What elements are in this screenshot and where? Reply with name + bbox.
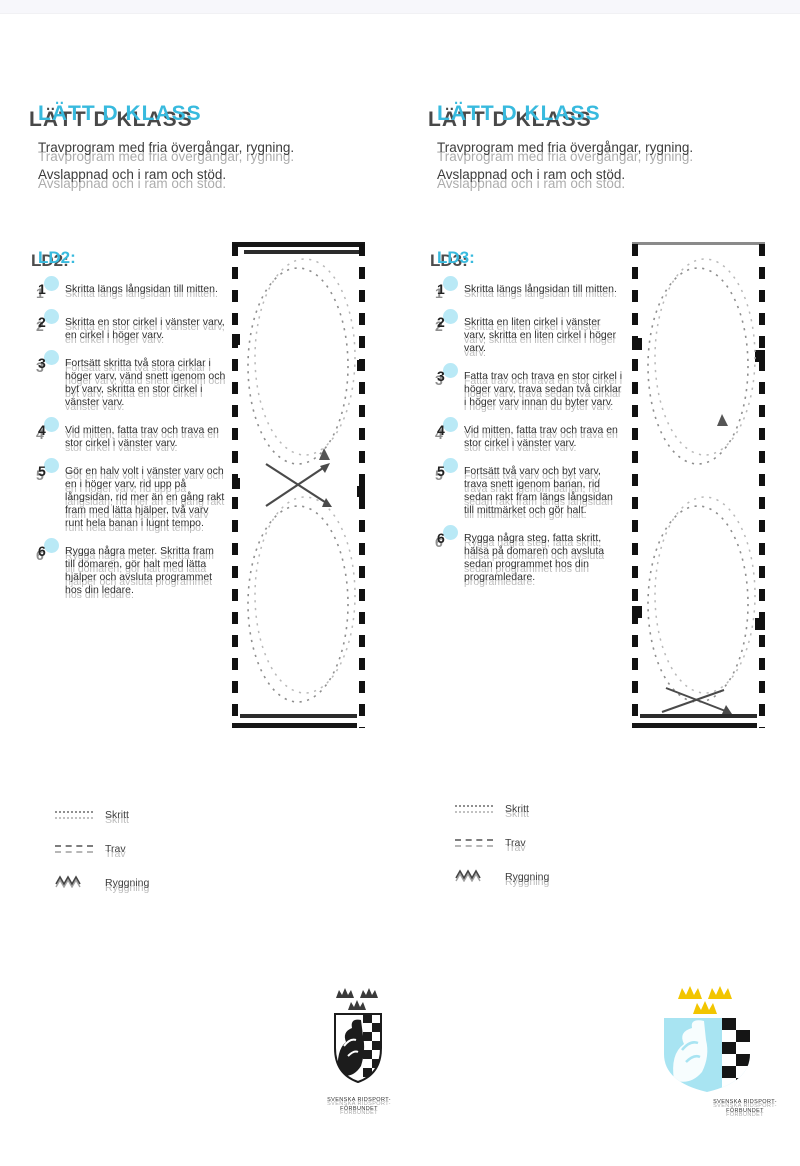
item-number: 3 (38, 355, 46, 371)
list-item (38, 545, 226, 597)
arena-marker (232, 478, 240, 489)
item-number: 1 (437, 281, 445, 297)
number-circle (44, 538, 59, 553)
legend-label: Skritt (505, 803, 529, 815)
item-number-badge (38, 357, 56, 375)
ridsportforbundet-logo-color (660, 984, 760, 1096)
legend-row-walk (55, 806, 149, 824)
item-number-badge (38, 545, 56, 563)
legend-label: Trav (105, 843, 126, 855)
subtitle-line: Travprogram med fria övergångar, rygning. (38, 140, 295, 155)
legend (55, 806, 149, 908)
item-text: Vid mitten, fatta trav och trava en stor cirkel i vänster varv. (464, 424, 618, 449)
item-number: 6 (38, 543, 46, 559)
subtitle-line: Travprogram med fria övergångar, rygning. (437, 140, 694, 155)
arena-marker (632, 606, 642, 618)
number-circle (44, 458, 59, 473)
item-text: Fatta trav och trava en stor cirkel i höger varv, trava sedan två cirklar i höger varv innan du byter varv. (464, 370, 623, 408)
item-number: 5 (38, 463, 46, 479)
item-text: Skritta längs långsidan till mitten. (464, 283, 617, 295)
number-circle (44, 309, 59, 324)
item-text: Rygga några steg, fatta skritt, hälsa på domaren och avsluta sedan programmet hos din programledare. (464, 532, 605, 583)
item-number-badge (437, 316, 455, 334)
item-number: 6 (437, 530, 445, 546)
item-number: 4 (38, 422, 46, 438)
ridsportforbundet-logo-monochrome (328, 986, 388, 1094)
page-subtitle (437, 134, 757, 188)
list-item (437, 424, 625, 450)
item-number: 4 (437, 422, 445, 438)
number-circle (443, 363, 458, 378)
legend-label: Trav (505, 837, 526, 849)
list-item (38, 465, 226, 530)
logo-caption-line: SVENSKA RIDSPORT- (713, 1099, 777, 1105)
number-circle (443, 276, 458, 291)
item-number-badge (38, 316, 56, 334)
program-id: LD2: (38, 248, 76, 267)
item-number-badge (38, 283, 56, 301)
item-text: Skritta en liten cirkel i vänster varv, skritta en liten cirkel i höger varv. (464, 316, 617, 354)
list-item (437, 316, 625, 355)
list-item (437, 465, 625, 517)
list-item (38, 357, 226, 409)
direction-cross-arrows (266, 448, 332, 507)
item-text: Gör en halv volt i vänster varv och en i höger varv, rid upp på långsidan, rid mer än en gång rakt fram med lätta hjälper, två varv runt hela banan i lugnt tempo. (65, 465, 225, 529)
arena-marker (755, 618, 765, 630)
instruction-list (38, 283, 226, 612)
program-id: LD3: (437, 248, 475, 267)
arena-marker (232, 334, 240, 345)
list-item (38, 283, 226, 301)
arena-marker (357, 360, 365, 371)
number-circle (44, 350, 59, 365)
legend (455, 800, 549, 902)
logo-caption-line: SVENSKA RIDSPORT- (327, 1097, 391, 1103)
dotted-line-icon (55, 811, 93, 819)
legend-row-reinback (55, 874, 149, 892)
arena-diagram-figure-eight (632, 242, 765, 728)
legend-row-trot (455, 834, 549, 852)
legend-label: Ryggning (505, 871, 550, 883)
logo-caption (300, 1096, 418, 1114)
logo-caption (682, 1098, 800, 1116)
item-text: Skritta längs långsidan till mitten. (65, 283, 218, 295)
list-item (38, 316, 226, 342)
item-number: 2 (437, 314, 445, 330)
list-item (437, 532, 625, 584)
list-item (437, 370, 625, 409)
item-text: Fortsätt skritta två stora cirklar i höger varv, vänd snett igenom och byt varv, skritta en stor cirkel i vänster varv. (65, 357, 226, 408)
item-text: Vid mitten, fatta trav och trava en stor cirkel i vänster varv. (65, 424, 219, 449)
item-number-badge (437, 465, 455, 483)
legend-label: Skritt (105, 809, 129, 821)
dashed-line-icon (455, 839, 493, 847)
list-item (437, 283, 625, 301)
item-number-badge (437, 532, 455, 550)
number-circle (44, 276, 59, 291)
direction-cross-arrows (662, 414, 732, 714)
logo-caption-line: FÖRBUNDET (726, 1108, 764, 1114)
legend-row-walk (455, 800, 549, 818)
legend-row-trot (55, 840, 149, 858)
page-subtitle (38, 134, 358, 188)
legend-label: Ryggning (105, 877, 150, 889)
item-number: 5 (437, 463, 445, 479)
number-circle (44, 417, 59, 432)
item-number-badge (38, 424, 56, 442)
item-number-badge (437, 424, 455, 442)
item-text: Rygga några meter. Skritta fram till domaren, gör halt med lätta hjälper och avsluta programmet hos din ledare. (65, 545, 214, 596)
item-number: 3 (437, 368, 445, 384)
window-top-strip (0, 0, 800, 14)
arena-diagram-figure-eight (232, 242, 365, 728)
item-number-badge (437, 283, 455, 301)
number-circle (443, 309, 458, 324)
instruction-list (437, 283, 625, 599)
item-number: 2 (38, 314, 46, 330)
item-number: 1 (38, 281, 46, 297)
subtitle-line: Avslappnad och i ram och stöd. (437, 167, 626, 182)
number-circle (443, 525, 458, 540)
number-circle (443, 417, 458, 432)
zigzag-line-icon (55, 874, 93, 893)
subtitle-line: Avslappnad och i ram och stöd. (38, 167, 227, 182)
legend-row-reinback (455, 868, 549, 886)
item-number-badge (38, 465, 56, 483)
item-text: Skritta en stor cirkel i vänster varv, en cirkel i höger varv. (65, 316, 225, 341)
item-number-badge (437, 370, 455, 388)
logo-caption-line: FÖRBUNDET (340, 1106, 378, 1112)
number-circle (443, 458, 458, 473)
zigzag-line-icon (455, 868, 493, 887)
list-item (38, 424, 226, 450)
arena-marker (755, 350, 765, 362)
page-title: LÄTT D KLASS (38, 102, 202, 125)
dashed-line-icon (55, 845, 93, 853)
page-title: LÄTT D KLASS (437, 102, 601, 125)
item-text: Fortsätt två varv och byt varv, trava snett igenom banan, rid sedan rakt fram längs långsidan till mittmärket och gör halt. (464, 465, 613, 516)
arena-marker (632, 338, 642, 350)
dotted-line-icon (455, 805, 493, 813)
arena-marker (357, 486, 365, 497)
